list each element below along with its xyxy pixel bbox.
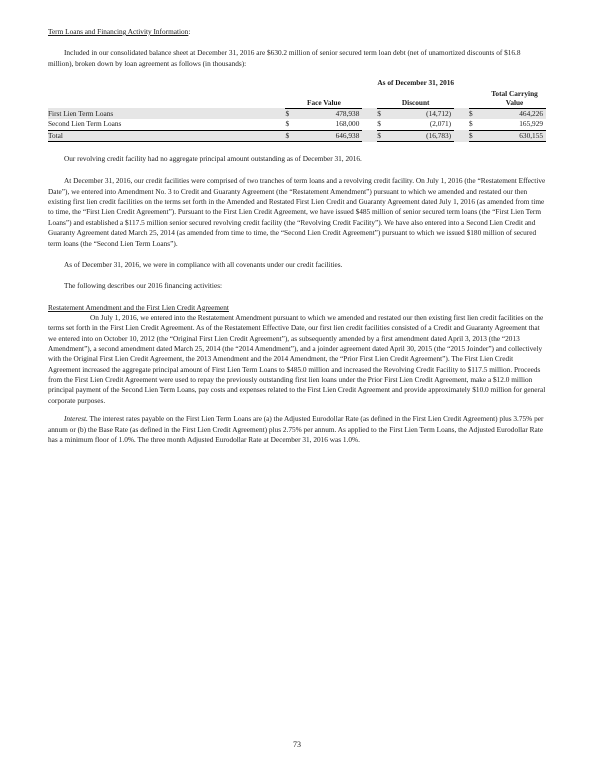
carrying-value-cell: 630,155: [480, 130, 546, 141]
table-row: [48, 119, 546, 130]
column-header-discount: Discount: [377, 90, 454, 108]
intro-paragraph: Included in our consolidated balance sheet at December 31, 2016 are $630.2 million of senior secured term loan debt (net of unamortized discounts of $16.8 million), broken down by loan agreement as follows (in thousands):: [48, 48, 521, 68]
table-total-row: [48, 130, 546, 141]
row-label: Total: [48, 130, 285, 141]
currency-symbol: $: [469, 108, 480, 119]
carrying-value-cell: 464,226: [480, 108, 546, 119]
interest-paragraph: [48, 414, 546, 445]
currency-symbol: $: [377, 119, 381, 129]
discount-cell: (2,071): [429, 119, 452, 129]
compliance-paragraph: As of December 31, 2016, we were in compliance with all covenants under our credit facilities.: [64, 259, 343, 269]
currency-symbol: $: [285, 119, 290, 129]
currency-symbol: $: [469, 119, 473, 129]
facilities-paragraph: At December 31, 2016, our credit facilities were comprised of two tranches of term loans and a revolving credit facility. On July 1, 2016 (the “Restatement Effective Date”), we entered into Amendment No. 3 to Credit and Guaranty Agreement (the “Restatement Amendment”) pursuant to which we amended and restated our then existing first lien credit facilities on the terms set forth in the Amended and Restated First Lien Credit and Guaranty Agreement dated July 1, 2016 (as amended from time to time, the “First Lien Credit Agreement”). Pursuant to the First Lien Credit Agreement, we have issued $485 million of senior secured term loans (the “First Lien Term Loans”) and established a $117.5 million senior secured revolving credit facility (the “Revolving Credit Facility”). We have also entered into a Second Lien Credit and Guaranty Agreement dated March 25, 2014 (as amended from time to time, the “Second Lien Credit Agreement”) pursuant to which we issued $180 million of secured term loans (the “Second Lien Term Loans”).: [48, 176, 546, 248]
interest-text: The interest rates payable on the First Lien Term Loans are (a) the Adjusted Eurodollar Rate (as defined in the First Lien Credit Agreement) plus 3.75% per annum or (b) the Base Rate (as defined in the First Lien Credit Agreement) plus 2.75% per annum. As applied to the First Lien Term Loans, the Adjusted Eurodollar Rate has a minimum floor of 1.0%. The three month Adjusted Eurodollar Rate at December 31, 2016 was 1.0%.: [48, 414, 544, 444]
term-loan-table: [48, 78, 546, 142]
face-value-cell: 646,938: [297, 130, 362, 141]
column-header-total-carrying-value: Total Carrying Value: [469, 90, 546, 108]
row-label: Second Lien Term Loans: [48, 119, 122, 129]
table-period-header: As of December 31, 2016: [377, 78, 455, 88]
interest-label: Interest.: [64, 414, 88, 424]
section-heading-line: [48, 27, 546, 37]
table-row: [48, 108, 546, 119]
currency-symbol: $: [285, 108, 296, 119]
face-value-cell: 478,938: [297, 108, 362, 119]
currency-symbol: $: [377, 108, 388, 119]
column-header-face-value: Face Value: [285, 90, 362, 108]
discount-cell: (16,783): [389, 130, 454, 141]
currency-symbol: $: [469, 130, 480, 141]
section-heading-colon: :: [188, 27, 191, 36]
page-number: 73: [293, 740, 301, 749]
carrying-value-cell: 165,929: [519, 119, 543, 129]
restatement-subheading: Restatement Amendment and the First Lien Credit Agreement: [48, 302, 229, 312]
revolver-paragraph: Our revolving credit facility had no aggregate principal amount outstanding as of December 31, 2016.: [64, 154, 362, 164]
section-heading: Term Loans and Financing Activity Information: [48, 27, 189, 36]
row-label: First Lien Term Loans: [48, 108, 285, 119]
discount-cell: (14,712): [389, 108, 454, 119]
restatement-paragraph: On July 1, 2016, we entered into the Restatement Amendment pursuant to which we amended and restated our then existing first lien credit facilities on the terms set forth in the First Lien Credit Agreement. As of the Restatement Effective Date, our first lien credit facilities consisted of a Credit and Guaranty Agreement that we entered into on October 10, 2012 (the “Original First Lien Credit Agreement”), as subsequently amended by a first amendment dated April 3, 2013 (the “2013 Amendment”), a second amendment dated March 25, 2014 (the “2014 Amendment”), and a joinder agreement dated April 30, 2015 (the “2015 Joinder”) and collectively with the Original First Lien Credit Agreement, the 2013 Amendment and the 2014 Amendment, the “Prior First Lien Credit Agreement”). The First Lien Credit Agreement increased the aggregate principal amount of First Lien Term Loans to $485.0 million and increased the Revolving Credit Facility to $117.5 million. Proceeds from the First Lien Credit Agreement were used to repay the previously outstanding first lien loans under the Prior First Lien Credit Agreement, make a $12.0 million principal payment of the Second Lien Term Loans, pay costs and expenses related to the First Lien Credit Agreement and provide approximately $10.0 million for general corporate purposes.: [48, 312, 546, 405]
currency-symbol: $: [377, 130, 388, 141]
financing-activities-intro: The following describes our 2016 financing activities:: [64, 281, 223, 291]
face-value-cell: 168,000: [335, 119, 360, 129]
page-content: [48, 27, 546, 445]
currency-symbol: $: [285, 130, 296, 141]
